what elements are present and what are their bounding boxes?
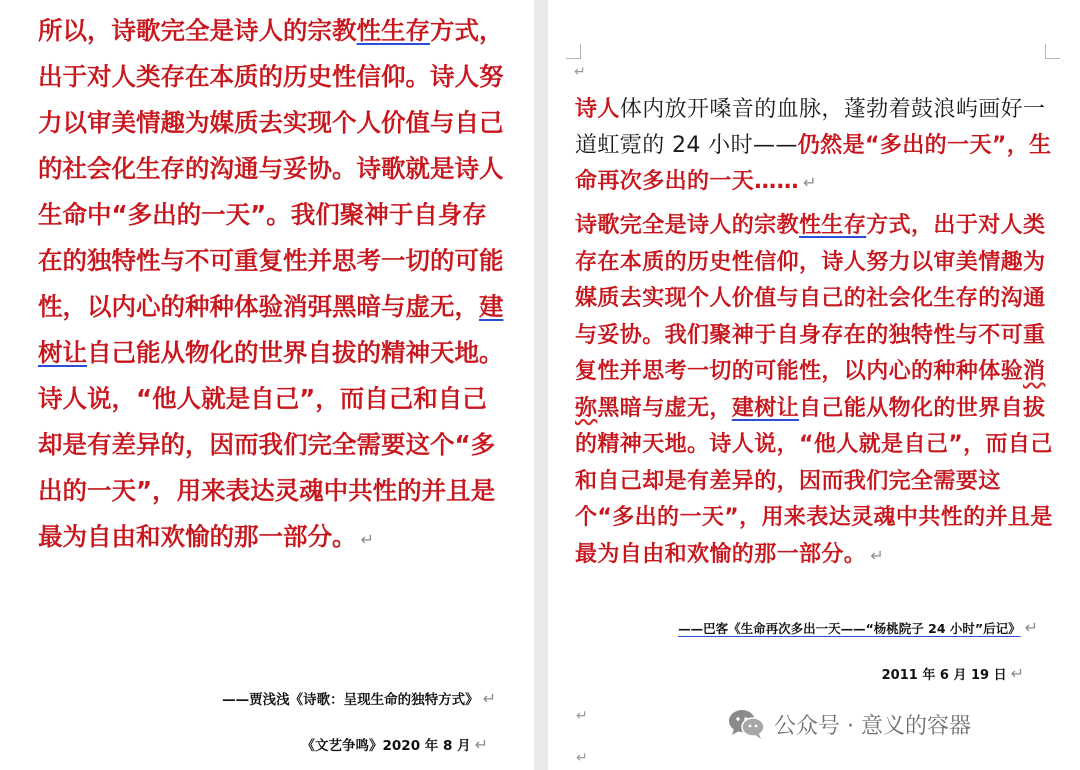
paragraph-mark-icon: ↵ <box>360 530 374 549</box>
wechat-watermark <box>728 704 971 744</box>
margin-corner-mark <box>566 44 581 59</box>
text-run: 自己能从物化的世界自拔的精神天地。诗人说，“他人就是自己”，而自己和自己却是有差异的，因而我们完全需要这个“多出的一天”，用来表达灵魂中共性的并且是最为自由和欢愉的那一部分。 <box>38 338 504 551</box>
right-paragraph-1 <box>575 92 1053 201</box>
text-run: 仍然是“多出的一天”，生命再次多出的一天…… <box>575 133 1052 194</box>
text-run: 建树让 <box>38 292 504 367</box>
text-run: 自己能从物化的世界自拔的精神天地。诗人说，“他人就是自己”，而自己和自己却是有差异的，因而我们完全需要这个“多出的一天”，用来表达灵魂中共性的并且是最为自由和欢愉的那一部分。 <box>575 395 1053 567</box>
paragraph-mark-icon: ↵ <box>803 173 817 192</box>
left-document-page <box>0 0 534 770</box>
text-run: 黑暗与虚无， <box>597 395 732 421</box>
right-citation <box>678 618 1038 637</box>
right-date <box>882 664 1024 683</box>
right-citation-text: ——巴客《生命再次多出一天——“杨桃院子 24 小时”后记》 <box>678 621 1021 636</box>
left-citation-author <box>222 688 496 708</box>
text-run: 诗人 <box>575 97 620 122</box>
paragraph-mark-icon: ↵ <box>1024 618 1038 637</box>
paragraph-mark-icon: ↵ <box>870 545 885 565</box>
wechat-icon <box>728 708 766 740</box>
text-run: 建树让 <box>731 395 800 421</box>
margin-corner-mark <box>1045 44 1060 59</box>
left-citation-author-text: ——贾浅浅《诗歌：呈现生命的独特方式》 <box>222 692 479 708</box>
text-run: 消弥 <box>575 359 1046 421</box>
left-body-text <box>38 8 508 563</box>
paragraph-mark-icon: ↵ <box>1010 664 1024 683</box>
text-run: 体内放开嗓音的血脉，蓬勃着鼓浪屿画好一道虹霓的 24 小时—— <box>575 97 1046 158</box>
right-paragraph-2 <box>575 208 1053 574</box>
left-citation-source <box>302 734 488 754</box>
paragraph-mark-icon: ↵ <box>482 689 496 708</box>
text-run: 方式，出于对人类存在本质的历史性信仰。诗人努力以审美情趣为媒质去实现个人价值与自己的社会化生存的沟通与妥协。诗歌就是诗人生命中“多出的一天”。我们聚神于自身存在的独特性与不可重复性并思考一切的可能性，以内心的种种体验消弭黑暗与虚无， <box>38 16 504 321</box>
paragraph-mark-icon: ↵ <box>576 708 588 724</box>
paragraph-mark-icon: ↵ <box>574 64 586 80</box>
paragraph-mark-icon: ↵ <box>576 750 588 766</box>
text-run: 所以，诗歌完全是诗人的宗教 <box>38 16 357 45</box>
right-date-text: 2011 年 6 月 19 日 <box>881 668 1007 683</box>
text-run: 性生存 <box>356 16 430 45</box>
paragraph-mark-icon: ↵ <box>474 735 488 754</box>
text-run: 性生存 <box>799 213 867 238</box>
watermark-text: 公众号 · 意义的容器 <box>774 713 971 739</box>
left-citation-source-text: 《文艺争鸣》2020 年 8 月 <box>301 738 471 754</box>
right-document-page <box>548 0 1080 770</box>
text-run: 方式，出于对人类存在本质的历史性信仰，诗人努力以审美情趣为媒质去实现个人价值与自己的社会化生存的沟通与妥协。我们聚神于自身存在的独特性与不可重复性并思考一切的可能性，以内心的种种体验 <box>575 213 1046 384</box>
text-run: 诗歌完全是诗人的宗教 <box>575 213 800 238</box>
